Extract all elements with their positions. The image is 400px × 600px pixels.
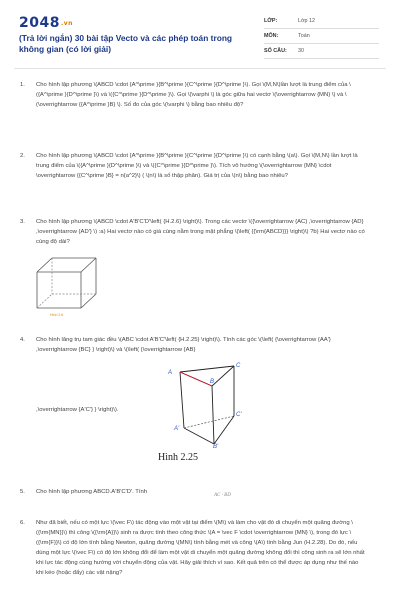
question-number: 3. xyxy=(20,219,25,225)
meta-row-class: LỚP: Lớp 12 xyxy=(264,14,379,29)
question-4 xyxy=(20,335,366,355)
prism-label-b-prime: B' xyxy=(213,444,219,448)
logo-text: 2048 xyxy=(19,15,60,31)
cube-caption: Hình 2.6 xyxy=(50,313,64,317)
meta-row-count: SỐ CÂU: 30 xyxy=(264,44,379,59)
question-number: 1. xyxy=(20,82,25,88)
question-text: Cho hình lập phương ABCD.A'B'C'D'. Tính xyxy=(36,489,148,495)
question-5-expression: AC · BD xyxy=(214,493,231,498)
prism-label-a: A xyxy=(168,370,173,376)
question-5 xyxy=(20,487,366,497)
prism-figure xyxy=(160,358,246,448)
question-1 xyxy=(20,80,366,110)
prism-label-c: C xyxy=(236,363,241,369)
question-number: 6. xyxy=(20,520,25,526)
prism-label-c-prime: C' xyxy=(236,412,242,418)
question-text: Cho hình lăng trụ tam giác đều \(ABC \cdot A'B'C'\left( {H.2.25} \right)\). Tính các góc \(\left( {\overrightarrow {AA'} ,\overrightarrow {BC} } \right)\) và \(\left( {\overrightarrow {AB} xyxy=(36,337,331,353)
question-number: 4. xyxy=(20,337,25,343)
document-header xyxy=(14,10,386,66)
question-text: Cho hình lập phương \(ABCD \cdot A'B'C'D'\left( {H.2.6} \right)\). Trong các vectơ \({\overrightarrow {AC} ,\overrightarrow {AD} ,\overrightarrow {AD'} \) :a) Hai vectơ nào có giá cùng nằm trong mặt phẳng \(\left( {{\rm{ABCD}}} \right)\) ?b) Hai vectơ nào có cùng độ dài? xyxy=(36,219,365,245)
question-text: Cho hình lập phương \(ABCD \cdot {A^\prime }{B^\prime }{C^\prime }{D^\prime }\). Gọi \(M,N\)lần lượt là trung điểm của \({A^\prime }{D^\prime }\) và \({C^\prime }{D^\prime }\). Gọi \(\varphi \) là góc giữa hai vectơ \(\overrightarrow {MN} \) và \(\overrightarrow {{A^\prime }B} \). Số đo của góc \(\varphi \) bằng bao nhiêu độ? xyxy=(36,82,351,108)
question-number: 5. xyxy=(20,489,25,495)
header-divider xyxy=(14,68,386,69)
cube-figure xyxy=(34,250,114,318)
site-logo[interactable] xyxy=(19,15,73,31)
question-3 xyxy=(20,217,366,247)
question-4-continuation xyxy=(36,405,156,415)
question-text: Cho hình lập phương \(ABCD \cdot {A^\prime }{B^\prime }{C^\prime }{D^\prime }\) có cạnh bằng \(a\). Gọi \(M,N\) lần lượt là trung điểm của \({A^\prime }{D^\prime }\) và \({C^\prime }{D^\prime }\). Tích vô hướng \(\overrightarrow {MN} \cdot \overrightarrow {{C^\prime }B} = n{a^2}\) ( \(n\) là số thập phân). Giá trị của \(n\) bằng bao nhiêu? xyxy=(36,153,358,179)
question-2 xyxy=(20,151,366,181)
prism-label-a-prime: A' xyxy=(174,426,180,432)
prism-label-b: B xyxy=(210,379,215,385)
prism-caption: Hình 2.25 xyxy=(158,452,198,463)
meta-row-subject: MÔN: Toán xyxy=(264,29,379,44)
document-title: (Trả lời ngắn) 30 bài tập Vecto và các phép toán trong không gian (có lời giải) xyxy=(19,33,233,54)
document-meta xyxy=(264,14,379,59)
logo-domain: .vn xyxy=(60,19,73,27)
question-number: 2. xyxy=(20,153,25,159)
question-text: ,\overrightarrow {A'C'} } \right)\). xyxy=(36,407,119,413)
question-text: Như đã biết, nếu có một lực \(\vec F\) tác động vào một vật tại điểm \(M\) và làm cho vật đó di chuyển một quãng đường \({\rm{MN}}\) thì công \({\rm{A}}\) sinh ra được tính theo công thức \(A = \vec F \cdot \overrightarrow {MN} \), trong đó lực \({\rm{F}}\) có độ lớn tính bằng Newton, quãng đường \(MN\) tính bằng mét và công \(A\) tính bằng Jun (H.2.28). Do đó, nếu dùng một lực \(\vec F\) có độ lớn không đổi để làm một vật di chuyển một quãng đường không đổi thì công sinh ra sẽ lớn nhất khi lực tác động cùng hướng với chuyển động của vật. Hãy giải thích vì sao. Kết quả trên có thể được áp dụng như thế nào khi kéo (hoặc đẩy) các vật nặng? xyxy=(36,520,365,576)
question-6 xyxy=(20,518,366,578)
